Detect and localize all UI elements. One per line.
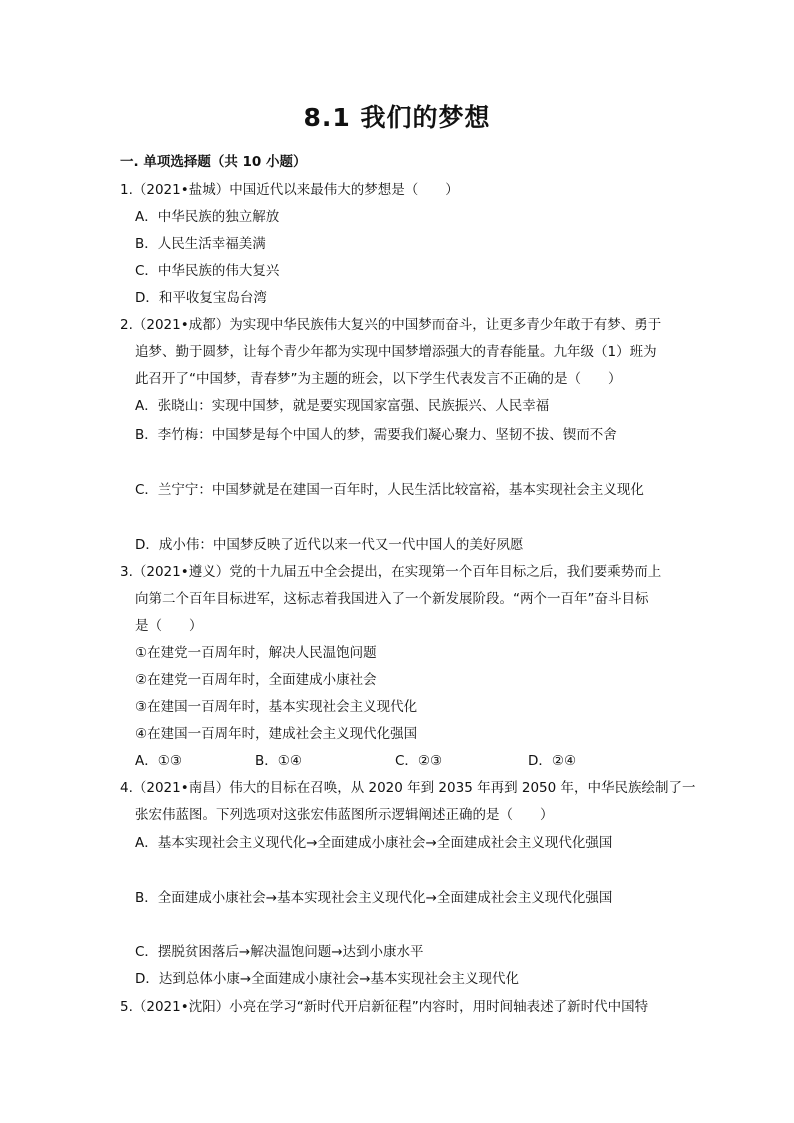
question-3-statement-1: ①在建党一百周年时，解决人民温饱问题: [135, 645, 377, 661]
question-1-option-a: A．中华民族的独立解放: [135, 209, 280, 225]
question-3-stem-line-2: 向第二个百年目标进军，这标志着我国进入了一个新发展阶段。“两个一百年”奋斗目标: [135, 591, 649, 607]
question-2-option-b: B．李竹梅：中国梦是每个中国人的梦，需要我们凝心聚力、坚韧不拔、锲而不舍: [135, 427, 617, 443]
question-3-statement-4: ④在建国一百周年时，建成社会主义现代化强国: [135, 726, 418, 742]
section-heading: 一. 单项选择题（共 10 小题）: [120, 154, 307, 170]
question-1-option-c: C．中华民族的伟大复兴: [135, 263, 280, 279]
question-4-stem-line-2: 张宏伟蓝图。下列选项对这张宏伟蓝图所示逻辑阐述正确的是（ ）: [135, 807, 554, 823]
question-3-options-row: [135, 752, 576, 770]
question-3-statement-2: ②在建党一百周年时，全面建成小康社会: [135, 672, 377, 688]
question-2-option-c: C．兰宁宁：中国梦就是在建国一百年时，人民生活比较富裕，基本实现社会主义现化: [135, 482, 644, 498]
question-4-option-b: B．全面建成小康社会→基本实现社会主义现代化→全面建成社会主义现代化强国: [135, 890, 613, 906]
page-title: 8.1 我们的梦想: [303, 103, 491, 132]
question-3-option-d: D．②④: [528, 753, 577, 769]
question-4-option-c: C．摆脱贫困落后→解决温饱问题→达到小康水平: [135, 944, 424, 960]
question-2-stem-line-1: 2.（2021•成都）为实现中华民族伟大复兴的中国梦而奋斗，让更多青少年敢于有梦、勇于: [120, 317, 662, 333]
question-2-option-a: A．张晓山：实现中国梦，就是要实现国家富强、民族振兴、人民幸福: [135, 398, 550, 414]
question-4-option-d: D．达到总体小康→全面建成小康社会→基本实现社会主义现代化: [135, 971, 520, 987]
question-3-option-a: A．①③: [135, 753, 182, 769]
question-4-option-a: A．基本实现社会主义现代化→全面建成小康社会→全面建成社会主义现代化强国: [135, 835, 613, 851]
question-3-stem-line-3: 是（ ）: [135, 618, 203, 634]
question-3-option-c: C．②③: [395, 753, 443, 769]
question-2-stem-line-2: 追梦、勤于圆梦，让每个青少年都为实现中国梦增添强大的青春能量。九年级（1）班为: [135, 344, 657, 360]
question-5-stem-line-1: 5.（2021•沈阳）小亮在学习“新时代开启新征程”内容时，用时间轴表述了新时代中国特: [120, 999, 649, 1015]
question-1-stem: 1.（2021•盐城）中国近代以来最伟大的梦想是（ ）: [120, 182, 459, 198]
question-4-stem-line-1: 4.（2021•南昌）伟大的目标在召唤，从 2020 年到 2035 年再到 2050 年，中华民族绘制了一: [120, 780, 696, 796]
question-3-option-b: B．①④: [255, 753, 302, 769]
question-3-statement-3: ③在建国一百周年时，基本实现社会主义现代化: [135, 699, 418, 715]
question-2-stem-line-3: 此召开了“中国梦，青春梦”为主题的班会，以下学生代表发言不正确的是（ ）: [135, 371, 622, 387]
question-1-option-b: B．人民生活幸福美满: [135, 236, 266, 252]
question-1-option-d: D．和平收复宝岛台湾: [135, 290, 267, 306]
question-3-stem-line-1: 3.（2021•遵义）党的十九届五中全会提出，在实现第一个百年目标之后，我们要乘势而上: [120, 564, 662, 580]
question-2-option-d: D．成小伟：中国梦反映了近代以来一代又一代中国人的美好夙愿: [135, 537, 524, 553]
